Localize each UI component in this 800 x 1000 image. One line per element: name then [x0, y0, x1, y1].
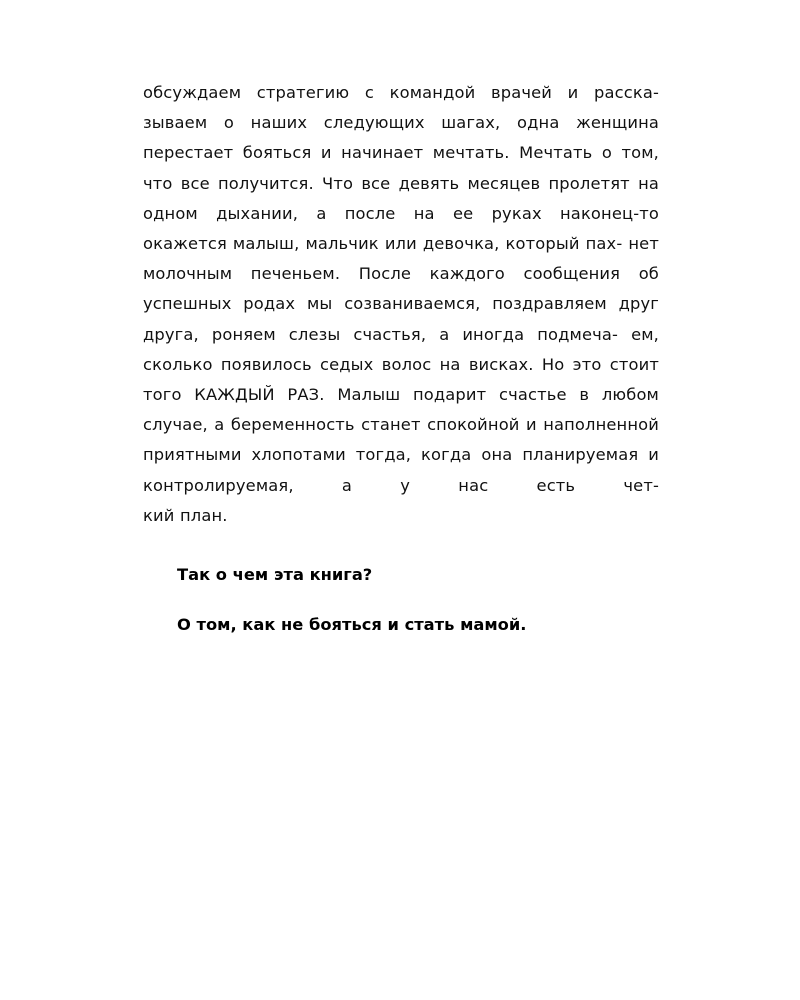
body-paragraph [143, 78, 659, 531]
paragraph-line: кий план. [143, 505, 228, 525]
answer-line: О том, как не бояться и стать мамой. [177, 615, 527, 635]
question-line: Так о чем эта книга? [177, 565, 373, 585]
statement-spacer [143, 590, 659, 610]
paragraph-line: что все получится. Что все девять месяцев пролетят [143, 173, 630, 193]
paragraph-line: она планируемая и контролируемая, а у нас есть чет- [143, 445, 659, 495]
paragraph-line: об успешных родах мы созваниваемся, поздравляем [143, 264, 659, 314]
paragraph-line: нет молочным печеньем. После каждого сообщения [143, 234, 659, 284]
paragraph-line: обсуждаем стратегию с командой врачей и расска- [143, 83, 659, 102]
paragraph-line: перестает бояться и начинает мечтать. Мечтать о том, [143, 143, 659, 163]
paragraph-line: и наполненной приятными хлопотами тогда, когда [143, 415, 659, 465]
text-column [143, 78, 659, 640]
paragraph-line: ем, сколько появилось седых волос на висках. Но это [143, 324, 659, 374]
paragraph-line: стоит того КАЖДЫЙ РАЗ. Малыш подарит счастье [143, 354, 659, 405]
paragraph-line: друг друга, роняем слезы счастья, а иногда подмеча- [143, 294, 659, 344]
paragraph-line: зываем о наших следующих шагах, одна женщина [143, 113, 659, 133]
paragraph-spacer [143, 531, 659, 560]
paragraph-line: в любом случае, а беременность станет спокойной [143, 385, 659, 435]
paragraph-line: на одном дыхании, а после на ее руках наконец-то [143, 173, 659, 223]
paragraph-line: окажется малыш, мальчик или девочка, который пах- [143, 234, 623, 254]
